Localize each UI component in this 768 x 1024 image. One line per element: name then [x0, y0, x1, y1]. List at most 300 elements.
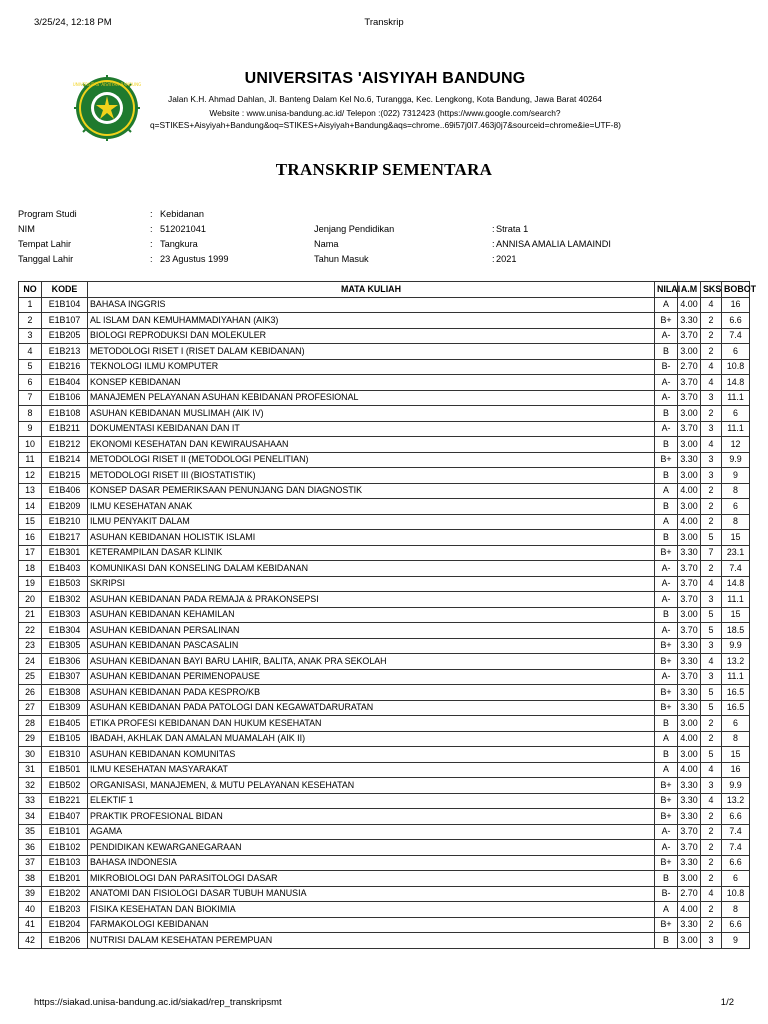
cell-bobot: 11.1: [722, 390, 750, 406]
table-body: [19, 297, 750, 948]
cell-no: 32: [19, 778, 42, 794]
cell-am: 3.70: [678, 623, 701, 639]
cell-am: 3.00: [678, 437, 701, 453]
cell-sks: 5: [701, 623, 722, 639]
table-row: [19, 344, 750, 360]
colon: :: [492, 254, 495, 264]
cell-mata-kuliah: PRAKTIK PROFESIONAL BIDAN: [88, 809, 655, 825]
cell-nilai: B+: [655, 778, 678, 794]
cell-mata-kuliah: ASUHAN KEBIDANAN HOLISTIK ISLAMI: [88, 530, 655, 546]
cell-am: 3.00: [678, 716, 701, 732]
cell-sks: 3: [701, 778, 722, 794]
cell-mata-kuliah: PENDIDIKAN KEWARGANEGARAAN: [88, 840, 655, 856]
university-address: Jalan K.H. Ahmad Dahlan, Jl. Banteng Dalam Kel No.6, Turangga, Kec. Lengkong, Kota Bandung, Jawa Barat 40264: [168, 94, 602, 104]
cell-kode: E1B105: [42, 731, 88, 747]
cell-mata-kuliah: ASUHAN KEBIDANAN PERIMENOPAUSE: [88, 669, 655, 685]
cell-no: 30: [19, 747, 42, 763]
name-value: ANNISA AMALIA LAMAINDI: [496, 239, 611, 249]
cell-mata-kuliah: ASUHAN KEBIDANAN PADA PATOLOGI DAN KEGAWATDARURATAN: [88, 700, 655, 716]
cell-kode: E1B309: [42, 700, 88, 716]
cell-no: 10: [19, 437, 42, 453]
cell-bobot: 18.5: [722, 623, 750, 639]
cell-bobot: 7.4: [722, 840, 750, 856]
cell-mata-kuliah: METODOLOGI RISET I (RISET DALAM KEBIDANAN): [88, 344, 655, 360]
cell-bobot: 6: [722, 716, 750, 732]
cell-bobot: 9: [722, 933, 750, 949]
table-row: [19, 685, 750, 701]
cell-kode: E1B108: [42, 406, 88, 422]
cell-nilai: A-: [655, 824, 678, 840]
cell-am: 3.30: [678, 654, 701, 670]
info-row: [18, 254, 738, 269]
cell-nilai: B+: [655, 313, 678, 329]
cell-am: 3.00: [678, 499, 701, 515]
cell-sks: 2: [701, 483, 722, 499]
cell-bobot: 16: [722, 762, 750, 778]
cell-bobot: 23.1: [722, 545, 750, 561]
cell-no: 29: [19, 731, 42, 747]
cell-no: 16: [19, 530, 42, 546]
cell-kode: E1B215: [42, 468, 88, 484]
birthplace-label: Tempat Lahir: [18, 239, 72, 249]
cell-am: 3.30: [678, 313, 701, 329]
cell-kode: E1B221: [42, 793, 88, 809]
cell-bobot: 7.4: [722, 328, 750, 344]
cell-bobot: 11.1: [722, 592, 750, 608]
table-row: [19, 607, 750, 623]
colon: :: [492, 239, 495, 249]
cell-nilai: A-: [655, 840, 678, 856]
print-footer: [34, 997, 734, 1009]
table-row: [19, 452, 750, 468]
cell-nilai: B+: [655, 700, 678, 716]
cell-kode: E1B404: [42, 375, 88, 391]
cell-no: 40: [19, 902, 42, 918]
cell-nilai: B: [655, 344, 678, 360]
birthdate-value: 23 Agustus 1999: [160, 254, 229, 264]
table-row: [19, 747, 750, 763]
cell-mata-kuliah: METODOLOGI RISET II (METODOLOGI PENELITIAN): [88, 452, 655, 468]
cell-nilai: B: [655, 406, 678, 422]
print-datetime: 3/25/24, 12:18 PM: [34, 17, 112, 28]
cell-nilai: A-: [655, 592, 678, 608]
table-row: [19, 468, 750, 484]
program-value: Kebidanan: [160, 209, 204, 219]
cell-bobot: 15: [722, 747, 750, 763]
cell-bobot: 15: [722, 607, 750, 623]
cell-mata-kuliah: AL ISLAM DAN KEMUHAMMADIYAHAN (AIK3): [88, 313, 655, 329]
table-row: [19, 902, 750, 918]
cell-mata-kuliah: KOMUNIKASI DAN KONSELING DALAM KEBIDANAN: [88, 561, 655, 577]
cell-bobot: 6: [722, 499, 750, 515]
cell-no: 36: [19, 840, 42, 856]
cell-bobot: 6: [722, 344, 750, 360]
cell-no: 23: [19, 638, 42, 654]
cell-bobot: 6.6: [722, 313, 750, 329]
cell-am: 4.00: [678, 297, 701, 313]
cell-nilai: B: [655, 716, 678, 732]
cell-mata-kuliah: BIOLOGI REPRODUKSI DAN MOLEKULER: [88, 328, 655, 344]
cell-am: 3.70: [678, 576, 701, 592]
cell-bobot: 6.6: [722, 855, 750, 871]
info-row: [18, 239, 738, 254]
cell-am: 3.00: [678, 747, 701, 763]
cell-kode: E1B406: [42, 483, 88, 499]
cell-sks: 2: [701, 716, 722, 732]
cell-sks: 2: [701, 871, 722, 887]
cell-nilai: B: [655, 607, 678, 623]
table-row: [19, 638, 750, 654]
cell-sks: 4: [701, 375, 722, 391]
cell-sks: 2: [701, 313, 722, 329]
cell-bobot: 11.1: [722, 669, 750, 685]
cell-am: 3.00: [678, 871, 701, 887]
cell-kode: E1B303: [42, 607, 88, 623]
header-nilai: NILAI: [655, 282, 678, 298]
cell-bobot: 12: [722, 437, 750, 453]
cell-mata-kuliah: MIKROBIOLOGI DAN PARASITOLOGI DASAR: [88, 871, 655, 887]
cell-mata-kuliah: ILMU KESEHATAN ANAK: [88, 499, 655, 515]
cell-nilai: B+: [655, 654, 678, 670]
cell-kode: E1B202: [42, 886, 88, 902]
cell-sks: 3: [701, 933, 722, 949]
cell-kode: E1B403: [42, 561, 88, 577]
cell-no: 8: [19, 406, 42, 422]
cell-no: 4: [19, 344, 42, 360]
cell-bobot: 8: [722, 514, 750, 530]
cell-no: 35: [19, 824, 42, 840]
cell-kode: E1B302: [42, 592, 88, 608]
cell-no: 5: [19, 359, 42, 375]
cell-am: 3.30: [678, 793, 701, 809]
cell-mata-kuliah: BAHASA INDONESIA: [88, 855, 655, 871]
table-row: [19, 406, 750, 422]
table-row: [19, 483, 750, 499]
cell-am: 2.70: [678, 359, 701, 375]
cell-mata-kuliah: NUTRISI DALAM KESEHATAN PEREMPUAN: [88, 933, 655, 949]
cell-nilai: A-: [655, 328, 678, 344]
info-row: [18, 224, 738, 239]
table-row: [19, 669, 750, 685]
cell-mata-kuliah: ILMU KESEHATAN MASYARAKAT: [88, 762, 655, 778]
cell-kode: E1B503: [42, 576, 88, 592]
cell-sks: 4: [701, 762, 722, 778]
header-no: NO: [19, 282, 42, 298]
table-row: [19, 886, 750, 902]
print-url: https://siakad.unisa-bandung.ac.id/siakad/rep_transkripsmt: [34, 997, 282, 1008]
cell-no: 3: [19, 328, 42, 344]
cell-sks: 5: [701, 607, 722, 623]
cell-sks: 2: [701, 809, 722, 825]
cell-nilai: A: [655, 297, 678, 313]
cell-sks: 3: [701, 638, 722, 654]
table-row: [19, 530, 750, 546]
university-logo: [70, 74, 144, 142]
table-row: [19, 390, 750, 406]
table-row: [19, 716, 750, 732]
cell-bobot: 14.8: [722, 576, 750, 592]
cell-am: 3.30: [678, 700, 701, 716]
table-row: [19, 840, 750, 856]
table-row: [19, 623, 750, 639]
header-sks: SKS: [701, 282, 722, 298]
cell-mata-kuliah: KETERAMPILAN DASAR KLINIK: [88, 545, 655, 561]
cell-mata-kuliah: EKONOMI KESEHATAN DAN KEWIRAUSAHAAN: [88, 437, 655, 453]
cell-am: 3.70: [678, 592, 701, 608]
cell-sks: 2: [701, 731, 722, 747]
cell-kode: E1B304: [42, 623, 88, 639]
cell-mata-kuliah: ASUHAN KEBIDANAN PADA REMAJA & PRAKONSEPSI: [88, 592, 655, 608]
header-bobot: BOBOT: [722, 282, 750, 298]
cell-mata-kuliah: ELEKTIF 1: [88, 793, 655, 809]
cell-no: 42: [19, 933, 42, 949]
table-row: [19, 871, 750, 887]
cell-nilai: A-: [655, 561, 678, 577]
cell-no: 33: [19, 793, 42, 809]
cell-kode: E1B216: [42, 359, 88, 375]
cell-am: 3.30: [678, 545, 701, 561]
cell-kode: E1B203: [42, 902, 88, 918]
cell-mata-kuliah: ASUHAN KEBIDANAN KOMUNITAS: [88, 747, 655, 763]
cell-nilai: B+: [655, 793, 678, 809]
table-row: [19, 561, 750, 577]
cell-kode: E1B307: [42, 669, 88, 685]
cell-sks: 2: [701, 840, 722, 856]
cell-kode: E1B106: [42, 390, 88, 406]
cell-no: 25: [19, 669, 42, 685]
cell-sks: 5: [701, 747, 722, 763]
cell-kode: E1B405: [42, 716, 88, 732]
cell-mata-kuliah: ASUHAN KEBIDANAN BAYI BARU LAHIR, BALITA, ANAK PRA SEKOLAH: [88, 654, 655, 670]
cell-nilai: A-: [655, 669, 678, 685]
table-row: [19, 824, 750, 840]
university-website-line1: Website : www.unisa-bandung.ac.id/ Telepon :(022) 7312423 (https://www.google.com/search?: [209, 108, 561, 118]
table-row: [19, 359, 750, 375]
cell-am: 3.00: [678, 406, 701, 422]
cell-mata-kuliah: ANATOMI DAN FISIOLOGI DASAR TUBUH MANUSIA: [88, 886, 655, 902]
cell-no: 41: [19, 917, 42, 933]
table-row: [19, 421, 750, 437]
level-value: Strata 1: [496, 224, 529, 234]
cell-mata-kuliah: ASUHAN KEBIDANAN PADA KESPRO/KB: [88, 685, 655, 701]
cell-no: 38: [19, 871, 42, 887]
cell-no: 1: [19, 297, 42, 313]
cell-kode: E1B205: [42, 328, 88, 344]
cell-no: 27: [19, 700, 42, 716]
cell-am: 3.70: [678, 421, 701, 437]
name-label: Nama: [314, 239, 339, 249]
table-row: [19, 592, 750, 608]
cell-am: 3.30: [678, 778, 701, 794]
cell-am: 2.70: [678, 886, 701, 902]
cell-no: 13: [19, 483, 42, 499]
cell-sks: 3: [701, 421, 722, 437]
cell-nilai: A-: [655, 623, 678, 639]
university-name: UNIVERSITAS 'AISYIYAH BANDUNG: [244, 70, 526, 87]
cell-am: 4.00: [678, 902, 701, 918]
cell-kode: E1B213: [42, 344, 88, 360]
colon: :: [150, 239, 153, 249]
cell-nilai: A: [655, 514, 678, 530]
table-row: [19, 933, 750, 949]
cell-nilai: A: [655, 483, 678, 499]
cell-no: 17: [19, 545, 42, 561]
cell-sks: 4: [701, 359, 722, 375]
cell-bobot: 11.1: [722, 421, 750, 437]
nim-label: NIM: [18, 224, 35, 234]
cell-am: 4.00: [678, 514, 701, 530]
cell-no: 18: [19, 561, 42, 577]
table-row: [19, 654, 750, 670]
cell-sks: 4: [701, 654, 722, 670]
cell-am: 3.30: [678, 685, 701, 701]
table-row: [19, 793, 750, 809]
cell-kode: E1B204: [42, 917, 88, 933]
table-row: [19, 855, 750, 871]
cell-am: 3.00: [678, 607, 701, 623]
cell-am: 4.00: [678, 483, 701, 499]
cell-sks: 2: [701, 855, 722, 871]
cell-kode: E1B209: [42, 499, 88, 515]
table-row: [19, 731, 750, 747]
cell-mata-kuliah: ORGANISASI, MANAJEMEN, & MUTU PELAYANAN KESEHATAN: [88, 778, 655, 794]
cell-am: 3.00: [678, 468, 701, 484]
cell-sks: 3: [701, 669, 722, 685]
table-row: [19, 917, 750, 933]
cell-mata-kuliah: FISIKA KESEHATAN DAN BIOKIMIA: [88, 902, 655, 918]
cell-kode: E1B102: [42, 840, 88, 856]
cell-bobot: 9: [722, 468, 750, 484]
cell-nilai: B: [655, 437, 678, 453]
cell-nilai: A-: [655, 421, 678, 437]
cell-nilai: B: [655, 499, 678, 515]
cell-sks: 2: [701, 917, 722, 933]
cell-am: 3.70: [678, 561, 701, 577]
info-row: [18, 209, 738, 224]
cell-kode: E1B103: [42, 855, 88, 871]
logo-text: UNIVERSITAS 'AISYIYAH BANDUNG: [72, 82, 142, 87]
cell-sks: 2: [701, 328, 722, 344]
colon: :: [492, 224, 495, 234]
cell-kode: E1B310: [42, 747, 88, 763]
cell-sks: 3: [701, 592, 722, 608]
table-row: [19, 545, 750, 561]
header-mata-kuliah: MATA KULIAH: [88, 282, 655, 298]
print-title: Transkrip: [364, 17, 404, 28]
cell-no: 39: [19, 886, 42, 902]
cell-bobot: 6.6: [722, 917, 750, 933]
entry-year-value: 2021: [496, 254, 517, 264]
cell-bobot: 14.8: [722, 375, 750, 391]
cell-am: 3.70: [678, 840, 701, 856]
cell-no: 34: [19, 809, 42, 825]
cell-nilai: B: [655, 530, 678, 546]
table-row: [19, 700, 750, 716]
cell-am: 3.00: [678, 530, 701, 546]
cell-sks: 3: [701, 452, 722, 468]
cell-am: 4.00: [678, 762, 701, 778]
university-website-line2: q=STIKES+Aisyiyah+Bandung&oq=STIKES+Aisyiyah+Bandung&aqs=chrome..69i57j0l7.463j0j7&sourceid=chrome&ie=UTF-8): [150, 120, 621, 130]
cell-sks: 4: [701, 437, 722, 453]
cell-kode: E1B206: [42, 933, 88, 949]
cell-nilai: B+: [655, 638, 678, 654]
cell-nilai: B: [655, 933, 678, 949]
cell-nilai: A: [655, 902, 678, 918]
birthdate-label: Tanggal Lahir: [18, 254, 74, 264]
table-row: [19, 576, 750, 592]
cell-bobot: 6: [722, 871, 750, 887]
cell-no: 26: [19, 685, 42, 701]
header-kode: KODE: [42, 282, 88, 298]
cell-nilai: B+: [655, 685, 678, 701]
cell-kode: E1B306: [42, 654, 88, 670]
cell-kode: E1B210: [42, 514, 88, 530]
cell-no: 12: [19, 468, 42, 484]
cell-bobot: 9.9: [722, 778, 750, 794]
cell-no: 15: [19, 514, 42, 530]
cell-nilai: B+: [655, 545, 678, 561]
cell-mata-kuliah: ASUHAN KEBIDANAN PASCASALIN: [88, 638, 655, 654]
cell-sks: 4: [701, 576, 722, 592]
cell-am: 3.00: [678, 344, 701, 360]
table-row: [19, 375, 750, 391]
cell-kode: E1B201: [42, 871, 88, 887]
cell-no: 2: [19, 313, 42, 329]
cell-no: 24: [19, 654, 42, 670]
colon: :: [150, 224, 153, 234]
cell-bobot: 8: [722, 902, 750, 918]
cell-mata-kuliah: TEKNOLOGI ILMU KOMPUTER: [88, 359, 655, 375]
cell-no: 11: [19, 452, 42, 468]
cell-kode: E1B217: [42, 530, 88, 546]
cell-nilai: B: [655, 468, 678, 484]
cell-no: 20: [19, 592, 42, 608]
cell-nilai: B+: [655, 855, 678, 871]
cell-bobot: 7.4: [722, 824, 750, 840]
cell-mata-kuliah: SKRIPSI: [88, 576, 655, 592]
cell-kode: E1B502: [42, 778, 88, 794]
cell-bobot: 8: [722, 483, 750, 499]
cell-sks: 3: [701, 390, 722, 406]
birthplace-value: Tangkura: [160, 239, 198, 249]
cell-nilai: A: [655, 762, 678, 778]
colon: :: [150, 254, 153, 264]
cell-sks: 2: [701, 499, 722, 515]
cell-sks: 5: [701, 530, 722, 546]
cell-bobot: 6.6: [722, 809, 750, 825]
cell-mata-kuliah: KONSEP KEBIDANAN: [88, 375, 655, 391]
cell-bobot: 9.9: [722, 452, 750, 468]
header-am: A.M: [678, 282, 701, 298]
cell-no: 37: [19, 855, 42, 871]
cell-mata-kuliah: DOKUMENTASI KEBIDANAN DAN IT: [88, 421, 655, 437]
cell-bobot: 15: [722, 530, 750, 546]
cell-mata-kuliah: ILMU PENYAKIT DALAM: [88, 514, 655, 530]
cell-bobot: 9.9: [722, 638, 750, 654]
cell-no: 14: [19, 499, 42, 515]
cell-sks: 5: [701, 700, 722, 716]
cell-am: 3.70: [678, 375, 701, 391]
cell-nilai: B: [655, 747, 678, 763]
cell-bobot: 8: [722, 731, 750, 747]
cell-sks: 5: [701, 685, 722, 701]
cell-no: 28: [19, 716, 42, 732]
cell-mata-kuliah: ASUHAN KEBIDANAN KEHAMILAN: [88, 607, 655, 623]
cell-nilai: B-: [655, 886, 678, 902]
cell-kode: E1B107: [42, 313, 88, 329]
cell-bobot: 10.8: [722, 886, 750, 902]
cell-sks: 4: [701, 793, 722, 809]
